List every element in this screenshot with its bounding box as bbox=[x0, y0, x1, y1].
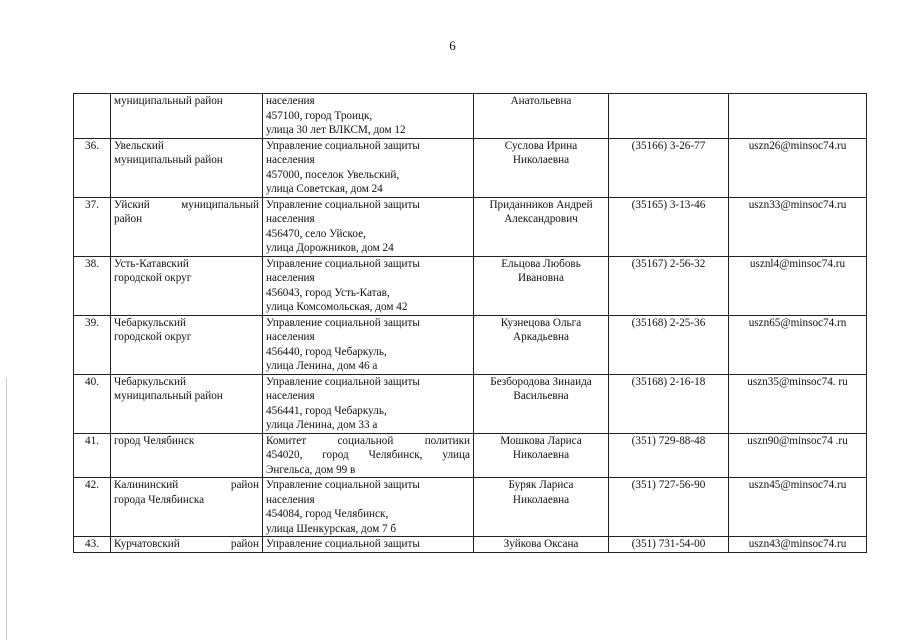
row-number-text: 37. bbox=[85, 198, 99, 211]
head-name-cell bbox=[474, 256, 609, 315]
phone-text: (35168) 2-25-36 bbox=[631, 316, 706, 329]
justified-word: 454020, bbox=[266, 449, 303, 461]
head-line: Суслова Ирина bbox=[504, 139, 578, 152]
organization-cell bbox=[263, 138, 474, 197]
justified-word: Уйский bbox=[114, 198, 150, 211]
head-name-cell bbox=[474, 315, 609, 374]
district-cell bbox=[111, 94, 263, 139]
org-line: Управление социальной защиты bbox=[266, 375, 420, 388]
phone-cell bbox=[609, 374, 729, 433]
organization-cell bbox=[263, 315, 474, 374]
head-line: Буряк Лариса bbox=[508, 479, 574, 491]
table-row bbox=[74, 537, 867, 553]
justified-word: район bbox=[230, 479, 259, 491]
org-line: Управление социальной защиты bbox=[266, 538, 420, 550]
org-line: Управление социальной защиты bbox=[266, 479, 420, 491]
org-line: населения bbox=[266, 213, 315, 225]
organization-cell bbox=[263, 537, 474, 553]
email-text: uszn45@minsoc74.ru bbox=[748, 479, 847, 491]
phone-cell bbox=[609, 478, 729, 537]
org-line: улица Ленина, дом 33 а bbox=[266, 419, 378, 431]
row-number bbox=[74, 537, 111, 553]
district-cell bbox=[111, 315, 263, 374]
phone-text: (35165) 3-13-46 bbox=[631, 198, 706, 211]
district-cell bbox=[111, 433, 263, 478]
justified-word: политики bbox=[424, 434, 470, 447]
justified-word: Комитет bbox=[266, 434, 307, 447]
justified-word: Курчатовский bbox=[114, 538, 180, 550]
justified-word: Калининский bbox=[114, 479, 179, 491]
justified-word: город bbox=[322, 449, 349, 461]
organization-cell bbox=[263, 374, 474, 433]
table-row bbox=[74, 256, 867, 315]
head-line: Безбородова Зинаида bbox=[490, 375, 592, 388]
organization-cell bbox=[263, 94, 474, 139]
email-cell bbox=[729, 138, 867, 197]
row-number bbox=[74, 315, 111, 374]
district-line: муниципальный район bbox=[114, 154, 223, 166]
row-number-text: 36. bbox=[85, 139, 99, 152]
organization-cell bbox=[263, 478, 474, 537]
org-line: улица 30 лет ВЛКСМ, дом 12 bbox=[266, 124, 406, 136]
page-number: 6 bbox=[449, 38, 456, 53]
organization-cell bbox=[263, 256, 474, 315]
head-line: Васильевна bbox=[513, 390, 569, 402]
email-cell bbox=[729, 315, 867, 374]
phone-text: (35166) 3-26-77 bbox=[631, 139, 706, 152]
phone-text: (351) 731-54-00 bbox=[631, 538, 706, 550]
scan-edge-line bbox=[6, 378, 7, 640]
email-cell bbox=[729, 478, 867, 537]
email-text: usznl4@minsoc74.ru bbox=[749, 257, 846, 270]
district-line: городской округ bbox=[114, 331, 192, 343]
email-text: uszn90@minsoc74 .ru bbox=[747, 434, 848, 447]
org-line: населения bbox=[266, 154, 315, 166]
org-line: населения bbox=[266, 331, 315, 343]
head-name-cell bbox=[474, 94, 609, 139]
org-line: 456441, город Чебаркуль, bbox=[266, 404, 387, 417]
org-line: 456043, город Усть-Катав, bbox=[266, 286, 390, 299]
email-cell bbox=[729, 537, 867, 553]
district-line: район bbox=[114, 213, 143, 225]
org-line: 457100, город Троицк, bbox=[266, 109, 373, 122]
phone-cell bbox=[609, 315, 729, 374]
org-line: 456470, село Уйское, bbox=[266, 227, 366, 240]
table-row bbox=[74, 315, 867, 374]
org-line: 457000, поселок Увельский, bbox=[266, 168, 400, 181]
phone-cell bbox=[609, 537, 729, 553]
district-line: Увельский bbox=[114, 139, 164, 152]
head-name-cell bbox=[474, 537, 609, 553]
org-line bbox=[266, 434, 470, 449]
row-number-text: 40. bbox=[85, 375, 99, 388]
phone-text: (35168) 2-16-18 bbox=[631, 375, 706, 388]
table-row bbox=[74, 433, 867, 478]
org-line: населения bbox=[266, 95, 315, 107]
email-cell bbox=[729, 197, 867, 256]
email-cell bbox=[729, 256, 867, 315]
org-line bbox=[266, 448, 470, 463]
head-line: Николаевна bbox=[512, 154, 570, 166]
district-line bbox=[114, 537, 259, 552]
district-line: муниципальный район bbox=[114, 95, 223, 107]
table-row bbox=[74, 94, 867, 139]
district-line bbox=[114, 198, 259, 213]
head-line: Анатольевна bbox=[510, 95, 572, 107]
org-line: населения bbox=[266, 390, 315, 402]
head-line: Николаевна bbox=[512, 493, 570, 506]
justified-word: улица bbox=[442, 449, 470, 461]
district-line bbox=[114, 478, 259, 493]
email-cell bbox=[729, 374, 867, 433]
row-number bbox=[74, 138, 111, 197]
row-number bbox=[74, 433, 111, 478]
row-number-text: 43. bbox=[85, 538, 99, 550]
email-text: uszn33@minsoc74.ru bbox=[748, 198, 847, 211]
email-cell bbox=[729, 433, 867, 478]
org-line: улица Комсомольская, дом 42 bbox=[266, 301, 408, 313]
phone-cell bbox=[609, 197, 729, 256]
head-name-cell bbox=[474, 374, 609, 433]
head-line: Аркадьевна bbox=[513, 331, 569, 343]
head-name-cell bbox=[474, 197, 609, 256]
table-row bbox=[74, 138, 867, 197]
email-cell bbox=[729, 94, 867, 139]
organization-cell bbox=[263, 197, 474, 256]
organization-cell bbox=[263, 433, 474, 478]
district-line: городской округ bbox=[114, 272, 192, 284]
phone-cell bbox=[609, 138, 729, 197]
phone-cell bbox=[609, 256, 729, 315]
phone-text: (351) 729-88-48 bbox=[631, 434, 706, 447]
district-cell bbox=[111, 138, 263, 197]
org-line: улица Шенкурская, дом 7 б bbox=[266, 522, 397, 535]
org-line: Управление социальной защиты bbox=[266, 257, 420, 270]
head-line: Кузнецова Ольга bbox=[500, 316, 582, 329]
phone-text: (35167) 2-56-32 bbox=[631, 257, 706, 270]
table-row bbox=[74, 197, 867, 256]
district-cell bbox=[111, 478, 263, 537]
org-line: Энгельса, дом 99 в bbox=[266, 463, 356, 476]
org-line: населения bbox=[266, 493, 315, 506]
table-row bbox=[74, 478, 867, 537]
email-text: uszn26@minsoc74.ru bbox=[748, 139, 847, 152]
email-text: uszn35@minsoc74. ru bbox=[747, 375, 848, 388]
table-row bbox=[74, 374, 867, 433]
head-line: Ивановна bbox=[518, 272, 564, 284]
row-number-text: 39. bbox=[85, 316, 99, 329]
row-number bbox=[74, 374, 111, 433]
district-line: муниципальный район bbox=[114, 390, 223, 402]
district-cell bbox=[111, 537, 263, 553]
email-text: uszn65@minsoc74.rn bbox=[748, 316, 847, 329]
row-number-text: 42. bbox=[85, 479, 99, 491]
district-line: города Челябинска bbox=[114, 493, 205, 506]
district-line: Чебаркульский bbox=[114, 316, 186, 329]
phone-cell bbox=[609, 94, 729, 139]
org-line: улица Советская, дом 24 bbox=[266, 183, 383, 195]
district-line: Чебаркульский bbox=[114, 375, 186, 388]
head-line: Ельцова Любовь bbox=[501, 257, 581, 270]
org-line: улица Ленина, дом 46 а bbox=[266, 360, 378, 372]
head-name-cell bbox=[474, 138, 609, 197]
phone-cell bbox=[609, 433, 729, 478]
social-protection-directory-table bbox=[73, 93, 867, 553]
email-text: uszn43@minsoc74.ru bbox=[748, 538, 847, 550]
row-number bbox=[74, 478, 111, 537]
district-line: город Челябинск bbox=[114, 434, 195, 447]
justified-word: Челябинск, bbox=[368, 449, 423, 461]
org-line: 456440, город Чебаркуль, bbox=[266, 345, 387, 358]
head-line: Мошкова Лариса bbox=[500, 434, 582, 447]
org-line: Управление социальной защиты bbox=[266, 198, 420, 211]
justified-word: район bbox=[230, 538, 259, 550]
head-line: Николаевна bbox=[512, 449, 570, 461]
district-line: Усть-Катавский bbox=[114, 257, 189, 270]
head-line: Александрович bbox=[504, 213, 578, 225]
district-cell bbox=[111, 374, 263, 433]
row-number bbox=[74, 256, 111, 315]
row-number bbox=[74, 197, 111, 256]
justified-word: муниципальный bbox=[181, 198, 259, 211]
org-line: Управление социальной защиты bbox=[266, 316, 420, 329]
org-line: населения bbox=[266, 272, 315, 284]
row-number bbox=[74, 94, 111, 139]
head-name-cell bbox=[474, 433, 609, 478]
org-line: улица Дорожников, дом 24 bbox=[266, 242, 394, 254]
row-number-text: 38. bbox=[85, 257, 99, 270]
table-body bbox=[74, 94, 867, 553]
district-cell bbox=[111, 197, 263, 256]
org-line: Управление социальной защиты bbox=[266, 139, 420, 152]
justified-word: социальной bbox=[337, 434, 394, 447]
org-line: 454084, город Челябинск, bbox=[266, 508, 389, 520]
head-line: Приданников Андрей bbox=[489, 198, 593, 211]
head-name-cell bbox=[474, 478, 609, 537]
district-cell bbox=[111, 256, 263, 315]
phone-text: (351) 727-56-90 bbox=[631, 479, 706, 491]
row-number-text: 41. bbox=[85, 434, 99, 447]
head-line: Зуйкова Оксана bbox=[503, 538, 579, 550]
